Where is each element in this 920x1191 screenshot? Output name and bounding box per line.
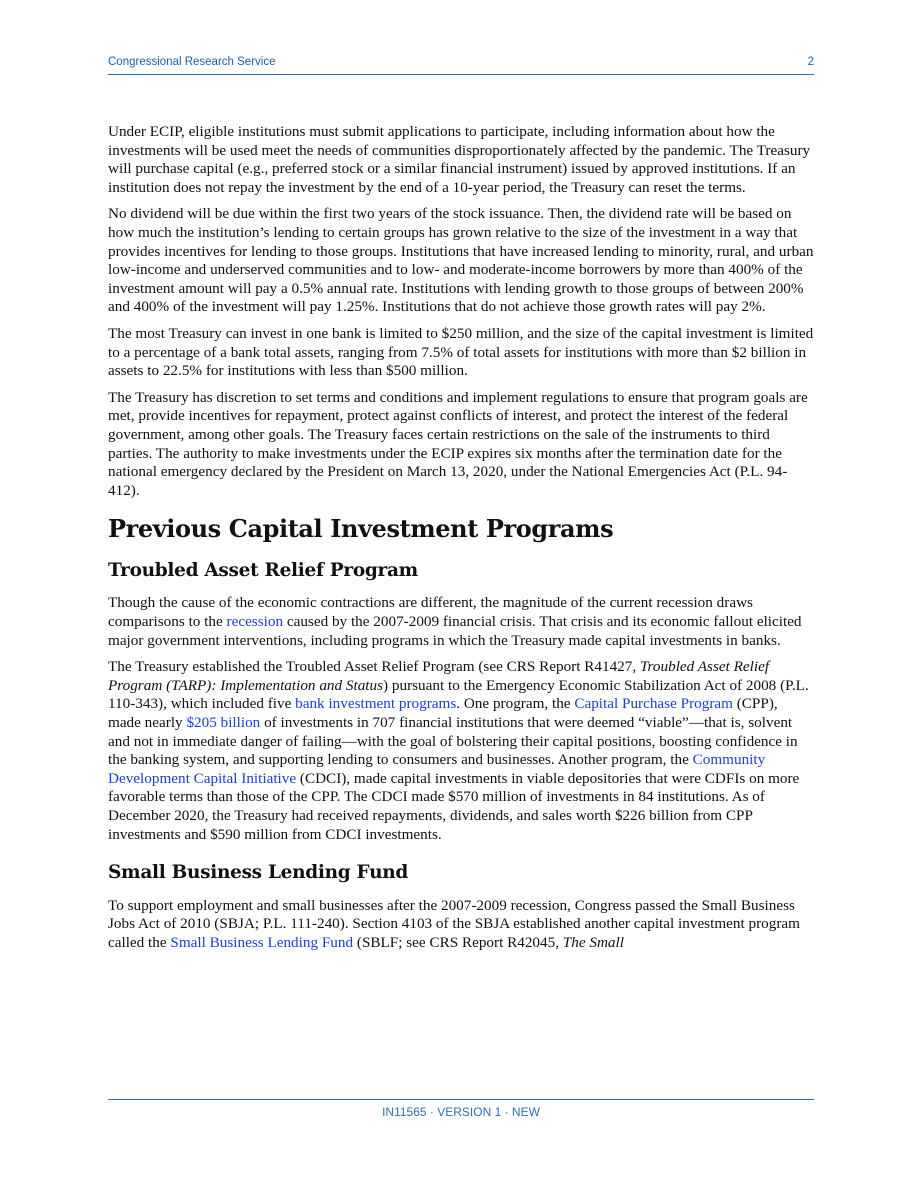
text-run: Though the cause of the economic contractions are different, the magnitude of the current recession draws comparisons to the — [108, 594, 753, 631]
header-org: Congressional Research Service — [108, 56, 276, 68]
header-rule — [108, 74, 814, 75]
paragraph-tarp-intro — [108, 594, 814, 650]
footer-label: IN11565 · VERSION 1 · NEW — [382, 1105, 540, 1119]
paragraph-sblf — [108, 897, 814, 953]
document-body — [108, 123, 814, 961]
section-heading: Previous Capital Investment Programs — [108, 514, 614, 544]
text-run: ) pursuant to the Emergency Economic Stabilization Act of 2008 (P.L. 110-343), which included five — [108, 676, 809, 713]
capital-purchase-program-link[interactable]: Capital Purchase Program — [574, 695, 733, 713]
sblf-link[interactable]: Small Business Lending Fund — [170, 933, 354, 951]
bank-investment-programs-link[interactable]: bank investment programs — [295, 695, 457, 713]
page-header — [108, 56, 814, 72]
recession-link[interactable]: recession — [226, 613, 284, 631]
205-billion-link[interactable]: $205 billion — [186, 714, 261, 732]
text-run: . One program, the — [456, 695, 575, 713]
paragraph-investment-limits: The most Treasury can invest in one bank is limited to $250 million, and the size of the capital investment is limited to a percentage of a bank total assets, ranging from 7.5% of total assets for institutions with more than $2 billion in assets to 22.5% for institutions with less than $500 million. — [108, 324, 814, 380]
text-run: (CDCI), made capital investments in viable depositories that were CDFIs on more favorable terms than those of the CPP. The CDCI made $570 million of investments in 84 institutions. As of December 2020, the Treasury had received repayments, dividends, and sales worth $226 billion from CPP investments and $590 million from CDCI investments. — [108, 769, 800, 843]
paragraph-tarp-programs — [108, 658, 814, 844]
text-run: caused by the 2007-2009 financial crisis. That crisis and its economic fallout elicited major government interventions, including programs in which the Treasury made capital investments in banks. — [108, 613, 802, 649]
text-run: (CPP), made nearly — [108, 695, 778, 732]
text-run: of investments in 707 financial institutions that were deemed “viable”—that is, solvent and not in immediate danger of failing—with the goal of bolstering their capital positions, boosting confidence in the banking system, and supporting lending to consumers and businesses. Another program, the — [108, 714, 798, 769]
text-run: To support employment and small businesses after the 2007-2009 recession, Congress passed the Small Business Jobs Act of 2010 (SBJA; P.L. 111-240). Section 4103 of the SBJA established another capital investment program called the — [108, 896, 800, 951]
paragraph-dividend-rate: No dividend will be due within the first two years of the stock issuance. Then, the dividend rate will be based on how much the institution’s lending to certain groups has grown relative to the size of the investment in a way that provides incentives for lending to those groups. Institutions that have increased lending to minority, rural, and urban low-income and underserved communities and to low- and moderate-income borrowers by more than 400% of the investment amount will pay a 0.5% annual rate. Institutions with lending growth to those groups of between 200% and 400% of the investment will pay 1.25%. Institutions that do not achieve those growth rates will pay 2%. — [108, 205, 814, 316]
text-run: The Treasury established the Troubled Asset Relief Program (see CRS Report R41427, — [108, 658, 640, 676]
paragraph-ecip-applications: Under ECIP, eligible institutions must submit applications to participate, including information about how the investments will be used meet the needs of communities disproportionately affected by the pandemic. The Treasury will purchase capital (e.g., preferred stock or a similar financial instrument) issued by approved institutions. If an institution does not repay the investment by the end of a 10-year period, the Treasury can reset the terms. — [108, 123, 811, 196]
sblf-heading: Small Business Lending Fund — [108, 862, 409, 884]
sblf-report-title: The Small — [562, 933, 624, 951]
header-page-number: 2 — [807, 56, 814, 68]
tarp-heading: Troubled Asset Relief Program — [108, 559, 418, 581]
footer-rule — [108, 1099, 814, 1100]
text-run: (SBLF; see CRS Report R42045, — [353, 933, 563, 951]
cdci-link[interactable]: Community Development Capital Initiative — [108, 751, 766, 787]
paragraph-treasury-discretion: The Treasury has discretion to set terms and conditions and implement regulations to ensure that program goals are met, provide incentives for repayment, protect against conflicts of interest, and protect the interest of the federal government, among other goals. The Treasury faces certain restrictions on the sale of the instruments to third parties. The authority to make investments under the ECIP expires six months after the termination date for the national emergency declared by the President on March 13, 2020, under the National Emergencies Act (P.L. 94-412). — [108, 388, 808, 499]
tarp-report-title: Troubled Asset Relief Program (TARP): Implementation and Status — [108, 658, 770, 694]
